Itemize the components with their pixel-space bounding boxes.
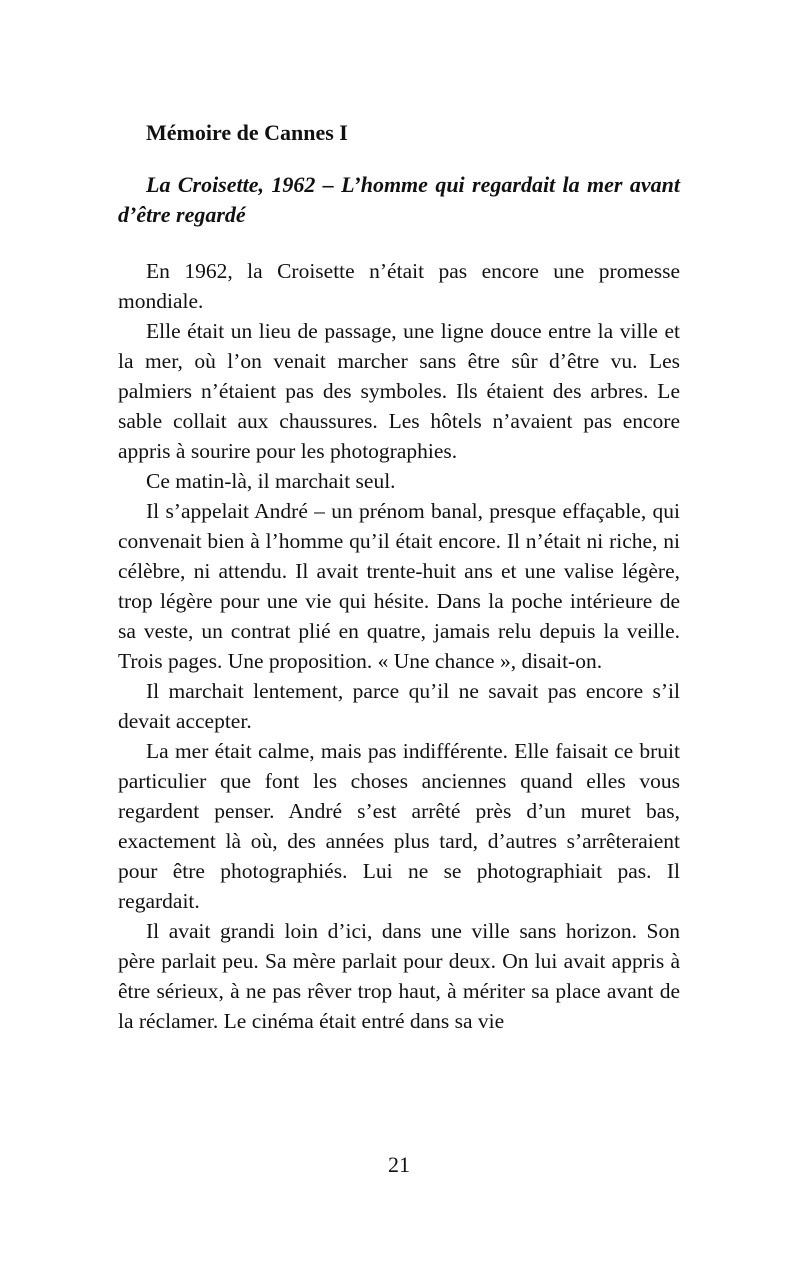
paragraph: Il s’appelait André – un prénom banal, presque effaçable, qui convenait bien à l’homme qu’il était encore. Il n’était ni riche, ni célèbre, ni attendu. Il avait trente-huit ans et une valise légère, trop légère pour une vie qui hésite. Dans la poche intérieure de sa veste, un contrat plié en quatre, jamais relu depuis la veille. Trois pages. Une proposition. « Une chance », disait-on. bbox=[118, 499, 680, 673]
book-page bbox=[118, 118, 680, 1036]
paragraph: Il avait grandi loin d’ici, dans une ville sans horizon. Son père parlait peu. Sa mère parlait pour deux. On lui avait appris à être sérieux, à ne pas rêver trop haut, à mériter sa place avant de la réclamer. Le cinéma était entré dans sa vie bbox=[118, 919, 680, 1033]
paragraph: Elle était un lieu de passage, une ligne douce entre la ville et la mer, où l’on venait marcher sans être sûr d’être vu. Les palmiers n’étaient pas des symboles. Ils étaient des arbres. Le sable collait aux chaussures. Les hôtels n’avaient pas encore appris à sourire pour les photographies. bbox=[118, 319, 680, 463]
chapter-subtitle: La Croisette, 1962 – L’homme qui regardait la mer avant d’être regardé bbox=[118, 172, 680, 227]
paragraph: En 1962, la Croisette n’était pas encore une promesse mondiale. bbox=[118, 259, 680, 313]
paragraph: Ce matin-là, il marchait seul. bbox=[146, 469, 396, 493]
body-text bbox=[118, 256, 680, 1036]
paragraph: Il marchait lentement, parce qu’il ne savait pas encore s’il devait accepter. bbox=[118, 679, 680, 733]
page-number: 21 bbox=[388, 1152, 410, 1177]
chapter-title: Mémoire de Cannes I bbox=[146, 120, 348, 145]
paragraph: La mer était calme, mais pas indifférente. Elle faisait ce bruit particulier que font les choses anciennes quand elles vous regardent penser. André s’est arrêté près d’un muret bas, exactement là où, des années plus tard, d’autres s’arrêteraient pour être photographiés. Lui ne se photographiait pas. Il regardait. bbox=[118, 739, 680, 913]
